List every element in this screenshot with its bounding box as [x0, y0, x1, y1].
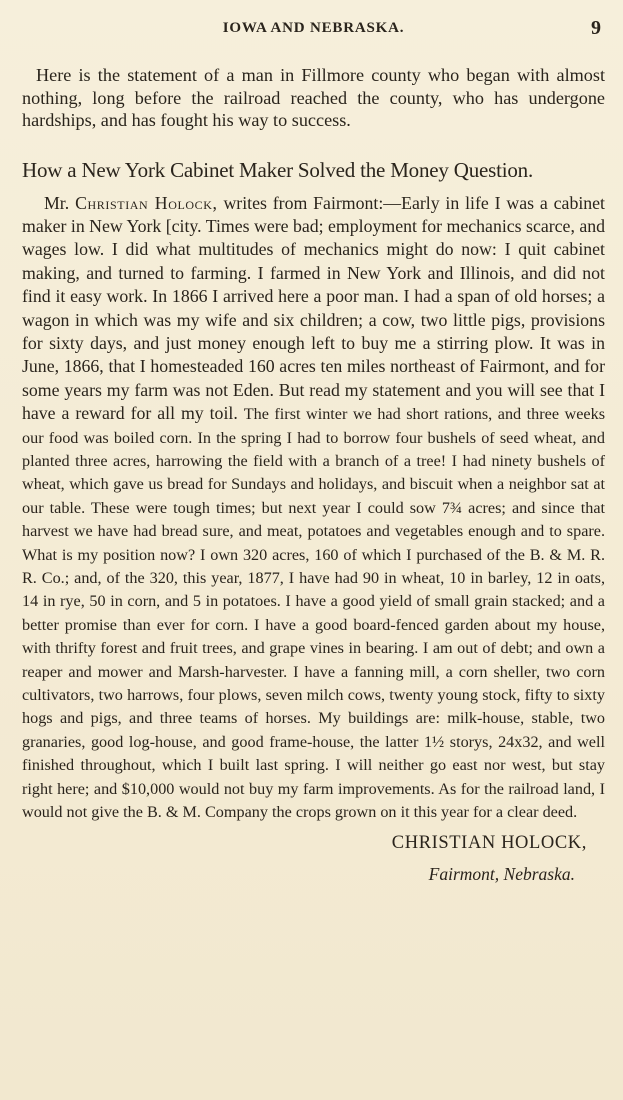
signature: CHRISTIAN HOLOCK,: [391, 833, 587, 854]
intro-paragraph: Here is the statement of a man in Fillmore county who began with almost nothing, long before the railroad reached the county, who has undergone hardships, and has fought his way to success.: [22, 65, 605, 130]
author-prefix: Mr.: [44, 192, 70, 213]
statement-small-text: The first winter we had short rations, and three weeks our food was boiled corn. In the spring I had to borrow four bushels of seed wheat, and planted three acres, harrowing the field with a branch of a tree! I had ninety bushels of wheat, which gave us bread for Sundays and holidays, and biscuit when a neighbor sat at our table. These were tough times; but next year I could sow 7¾ acres; and since that harvest we have had bread sure, and meat, potatoes and vegetables enough and to spare. What is my position now? I own 320 acres, 160 of which I purchased of the B. & M. R. R. Co.; and, of the 320, this year, 1877, I have had 90 in wheat, 10 in barley, 12 in oats, 14 in rye, 50 in corn, and 5 in potatoes. I have a good yield of small grain stacked; and a better promise than ever for corn. I have a good board-fenced garden about my house, with thrifty forest and fruit trees, and grape vines in bearing. I am out of debt; and own a reaper and mower and Marsh-harvester. I have a fanning mill, a corn sheller, two corn cultivators, two harrows, four plows, seven milch cows, twenty young stock, fifty to sixty hogs and pigs, and three teams of horses. My buildings are: milk-house, stable, two granaries, good log-house, and good frame-house, the latter 1½ storys, 24x32, and well finished throughout, which I built last spring. I will neither go east nor west, but stay right here; and $10,000 would not buy my farm improvements. As for the railroad land, I would not give the B. & M. Company the crops grown on it this year for a clear deed.: [22, 405, 605, 822]
author-name: Christian Holock,: [75, 192, 218, 213]
page-number: 9: [591, 17, 601, 39]
signature-location: Fairmont, Nebraska.: [428, 864, 575, 885]
statement-opening-text: writes from Fairmont:—Early in life I was a cabinet maker in New York [city. Times were bad; employment for mechanics scarce, and wages low. I did what multitudes of mechanics might do now: I quit cabinet making, and turned to farming. I farmed in New York and Illinois, and did not find it easy work. In 1866 I arrived here a poor man. I had a span of old horses; a wagon in which was my wife and six children; a cow, two little pigs, provisions for sixty days, and just money enough left to buy me a stirring plow. It was in June, 1866, that I homesteaded 160 acres ten miles northeast of Fairmont, and for some years my farm was not Eden. But read my statement and you will see that I have a reward for all my toil.: [22, 192, 606, 424]
running-title: IOWA AND NEBRASKA.: [222, 20, 405, 36]
running-header: [22, 18, 605, 46]
statement-paragraph-large: [22, 192, 605, 824]
section-heading: How a New York Cabinet Maker Solved the Money Question.: [22, 157, 534, 182]
